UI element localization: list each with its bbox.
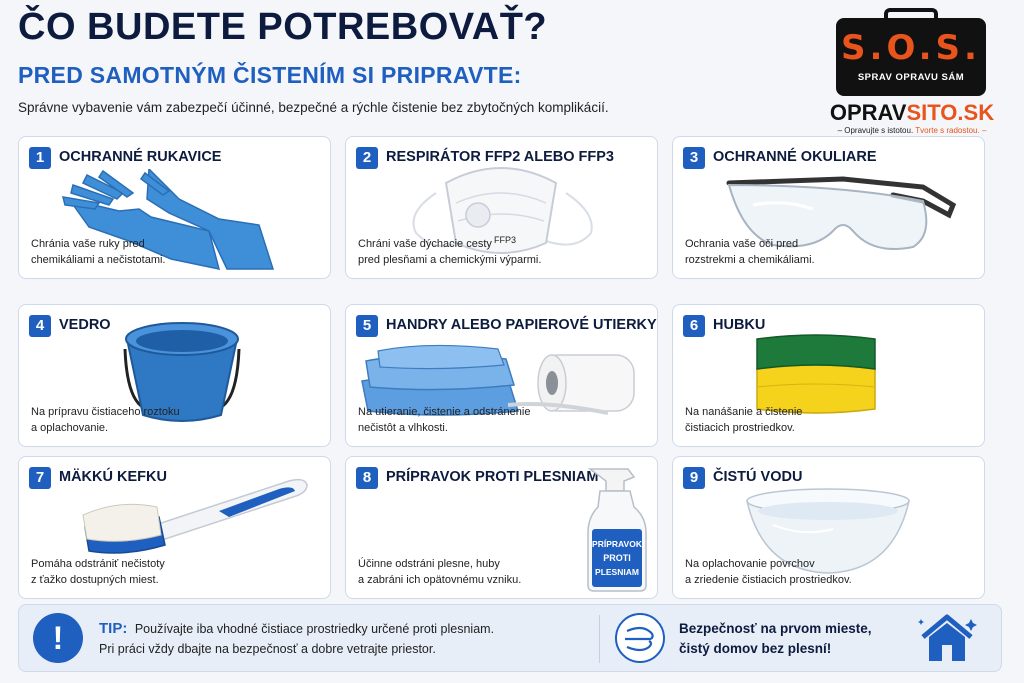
item-number: 4: [29, 315, 51, 337]
tip-line2: Pri práci vždy dbajte na bezpečnosť a dobre vetrajte priestor.: [99, 642, 436, 656]
intro-text: Správne vybavenie vám zabezpečí účinné, bezpečné a rýchle čistenie bez zbytočných komplikácií.: [18, 100, 609, 115]
item-description: Ochrania vaše oči pred rozstrekmi a chemikáliami.: [685, 238, 815, 266]
item-number: 1: [29, 147, 51, 169]
item-card-cloths: [345, 304, 658, 447]
item-title: PRÍPRAVOK PROTI PLESNIAM: [386, 469, 599, 485]
item-description: Na utieranie, čistenie a odstránenie nečistôt a vlhkosti.: [358, 406, 531, 434]
item-card-bucket: [18, 304, 331, 447]
mask-label: FFP3: [494, 235, 517, 245]
item-description: Pomáha odstrániť nečistoty z ťažko dostupných miest.: [31, 558, 165, 586]
logo-brand: [822, 100, 1002, 126]
item-description: Na prípravu čistiaceho roztoku a oplachovanie.: [31, 406, 180, 434]
bottle-label-line1: PRÍPRAVOK: [592, 539, 642, 549]
logo-brand-part1: OPRAV: [829, 100, 907, 125]
tip-text: [99, 619, 494, 659]
item-card-water: [672, 456, 985, 599]
item-number: 7: [29, 467, 51, 489]
page-subtitle: PRED SAMOTNÝM ČISTENÍM SI PRIPRAVTE:: [18, 62, 522, 88]
item-number: 6: [683, 315, 705, 337]
item-title: RESPIRÁTOR FFP2 ALEBO FFP3: [386, 149, 614, 165]
item-description: Na nanášanie a čistenie čistiacich prostriedkov.: [685, 406, 803, 434]
tip-divider: [599, 615, 600, 663]
item-title: MÄKKÚ KEFKU: [59, 469, 167, 485]
logo-motto-part2: Tvorte s radostou. –: [915, 126, 987, 135]
item-description: Na oplachovanie povrchov a zriedenie čistiacich prostriedkov.: [685, 558, 852, 586]
item-title: HANDRY ALEBO PAPIEROVÉ UTIERKY: [386, 317, 657, 333]
logo-sos: S.O.S.: [841, 28, 981, 68]
item-title: VEDRO: [59, 317, 111, 333]
item-title: OCHRANNÉ OKULIARE: [713, 149, 877, 165]
tip-label: TIP:: [99, 620, 128, 637]
brush-icon: [79, 471, 319, 561]
exclamation-icon: !: [33, 613, 83, 663]
house-icon: [915, 613, 979, 663]
safety-line1: Bezpečnosť na prvom mieste,: [679, 621, 872, 636]
item-card-respirator: [345, 136, 658, 279]
item-description: Chránia vaše ruky pred chemikáliami a nečistotami.: [31, 238, 166, 266]
item-title: OCHRANNÉ RUKAVICE: [59, 149, 222, 165]
item-description: Účinne odstráni plesne, huby a zabráni ich opätovnému vzniku.: [358, 558, 522, 586]
logo-brand-part2: SITO.SK: [906, 100, 995, 125]
safety-line2: čistý domov bez plesní!: [679, 641, 832, 656]
ventilation-icon: [615, 613, 665, 663]
item-description: Chráni vaše dýchacie cesty pred plesňami a chemickými výparmi.: [358, 238, 542, 266]
item-card-sponge: [672, 304, 985, 447]
tip-banner: [18, 604, 1002, 672]
bottle-label-line2: PROTI: [603, 553, 631, 563]
bottle-label-line3: PLESNIAM: [595, 567, 639, 577]
item-number: 5: [356, 315, 378, 337]
safety-slogan: [679, 619, 872, 659]
logo-motto-part1: – Opravujte s istotou.: [837, 126, 914, 135]
spray-bottle-icon: [584, 463, 654, 597]
item-card-goggles: [672, 136, 985, 279]
item-number: 8: [356, 467, 378, 489]
item-number: 3: [683, 147, 705, 169]
logo-motto: [822, 126, 1002, 135]
item-title: HUBKU: [713, 317, 766, 333]
item-number: 2: [356, 147, 378, 169]
page-title: ČO BUDETE POTREBOVAŤ?: [18, 6, 548, 48]
item-card-spray: [345, 456, 658, 599]
opravsito-logo: [822, 8, 1002, 136]
tip-line1: Používajte iba vhodné čistiace prostriedky určené proti plesniam.: [134, 622, 495, 636]
item-title: ČISTÚ VODU: [713, 469, 803, 485]
item-card-brush: [18, 456, 331, 599]
logo-tagline: SPRAV OPRAVU SÁM: [857, 72, 965, 83]
item-number: 9: [683, 467, 705, 489]
item-card-gloves: [18, 136, 331, 279]
